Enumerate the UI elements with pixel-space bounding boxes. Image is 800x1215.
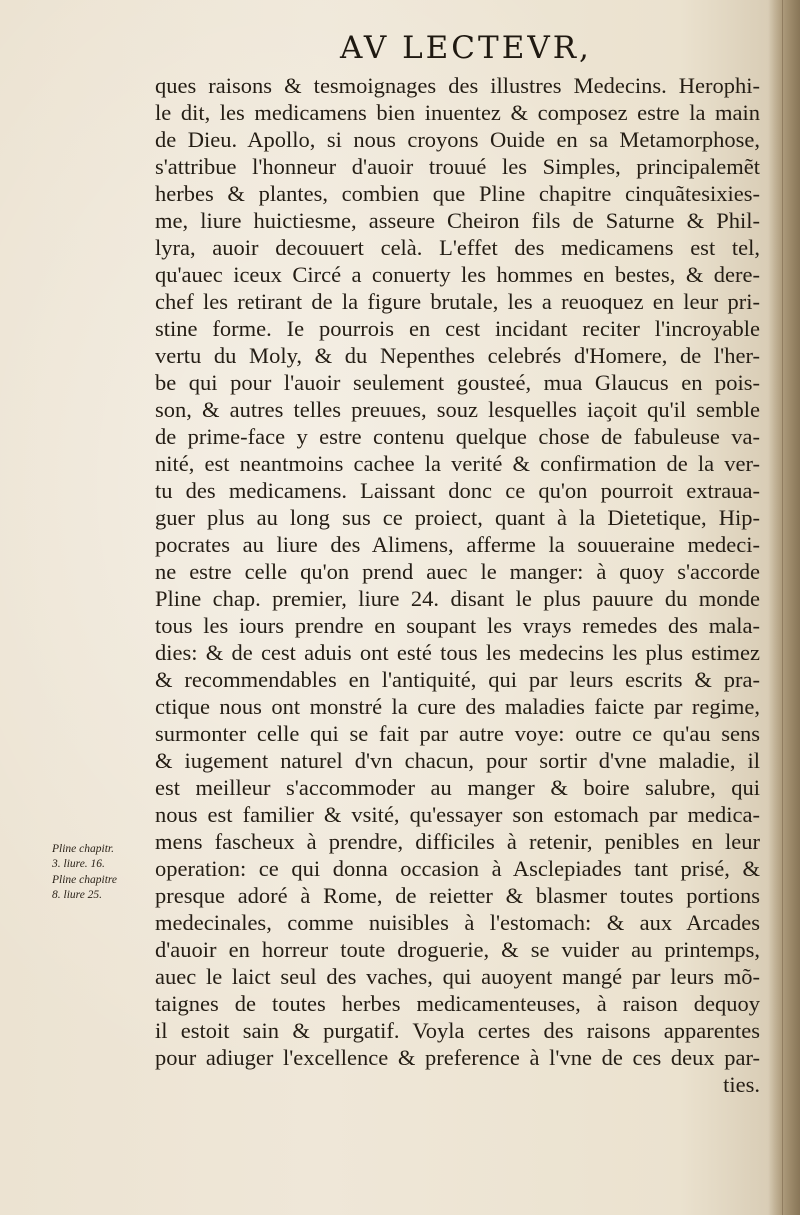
text-line: lyra, auoir decouuert celà. L'effet des medicamens est tel, [155, 235, 760, 260]
text-line: ques raisons & tesmoignages des illustres Medecins. Herophi- [155, 73, 760, 98]
text-line: s'attribue l'honneur d'auoir trouué les Simples, principalemẽt [155, 154, 760, 179]
text-line: le dit, les medicamens bien inuentez & composez estre la main [155, 100, 760, 125]
text-line: medecinales, comme nuisibles à l'estomach: & aux Arcades [155, 910, 760, 935]
text-line: nité, est neantmoins cachee la verité & confirmation de la ver- [155, 451, 760, 476]
text-line: d'auoir en horreur toute droguerie, & se vuider au printemps, [155, 937, 760, 962]
margin-note-line: Pline chapitr. [52, 843, 114, 855]
text-line: il estoit sain & purgatif. Voyla certes des raisons apparentes [155, 1018, 760, 1043]
margin-note [52, 842, 152, 872]
page-gutter [768, 0, 800, 1215]
text-line: de Dieu. Apollo, si nous croyons Ouide en sa Metamorphose, [155, 127, 760, 152]
text-line: auec le laict seul des vaches, qui auoyent mangé par leurs mõ- [155, 964, 760, 989]
text-line: dies: & de cest aduis ont esté tous les medecins les plus estimez [155, 640, 760, 665]
text-line: taignes de toutes herbes medicamenteuses, à raison dequoy [155, 991, 760, 1016]
text-line: mens fascheux à prendre, difficiles à retenir, penibles en leur [155, 829, 760, 854]
text-line: & recommendables en l'antiquité, qui par leurs escrits & pra- [155, 667, 760, 692]
running-header: AV LECTEVR, [340, 30, 592, 66]
text-line: surmonter celle qui se fait par autre voye: outre ce qu'au sens [155, 721, 760, 746]
body-text [155, 72, 760, 1098]
text-line: son, & autres telles preuues, souz lesquelles iaçoit qu'il semble [155, 397, 760, 422]
text-line: ties. [723, 1072, 760, 1097]
text-line: tous les iours prendre en soupant les vrays remedes des mala- [155, 613, 760, 638]
text-line: tu des medicamens. Laissant donc ce qu'on pourroit extraua- [155, 478, 760, 503]
margin-note-line: 8. liure 25. [52, 889, 103, 901]
text-line: de prime-face y estre contenu quelque chose de fabuleuse va- [155, 424, 760, 449]
text-line: pocrates au liure des Alimens, afferme la souueraine medeci- [155, 532, 760, 557]
text-line: presque adoré à Rome, de reietter & blasmer toutes portions [155, 883, 760, 908]
margin-note [52, 873, 152, 903]
text-line: guer plus au long sus ce proiect, quant à la Dietetique, Hip- [155, 505, 760, 530]
text-line: est meilleur s'accommoder au manger & boire salubre, qui [155, 775, 760, 800]
margin-note-line: Pline chapitre [52, 874, 118, 886]
text-line: me, liure huictiesme, asseure Cheiron fils de Saturne & Phil- [155, 208, 760, 233]
text-line: ne estre celle qu'on prend auec le manger: à quoy s'accorde [155, 559, 760, 584]
text-line: & iugement naturel d'vn chacun, pour sortir d'vne maladie, il [155, 748, 760, 773]
text-line: pour adiuger l'excellence & preference à l'vne de ces deux par- [155, 1045, 760, 1070]
text-line: qu'auec iceux Circé a conuerty les hommes en bestes, & dere- [155, 262, 760, 287]
text-line: be qui pour l'auoir seulement gousteé, mua Glaucus en pois- [155, 370, 760, 395]
margin-note-line: 3. liure. 16. [52, 858, 105, 870]
text-line: chef les retirant de la figure brutale, les a reuoquez en leur pri- [155, 289, 760, 314]
text-line: herbes & plantes, combien que Pline chapitre cinquãtesixies- [155, 181, 760, 206]
text-line: nous est familier & vsité, qu'essayer son estomach par medica- [155, 802, 760, 827]
text-line: stine forme. Ie pourrois en cest incidant reciter l'incroyable [155, 316, 760, 341]
text-line: vertu du Moly, & du Nepenthes celebrés d'Homere, de l'her- [155, 343, 760, 368]
text-line: operation: ce qui donna occasion à Asclepiades tant prisé, & [155, 856, 760, 881]
text-line: ctique nous ont monstré la cure des maladies faicte par regime, [155, 694, 760, 719]
text-line: Pline chap. premier, liure 24. disant le plus pauure du monde [155, 586, 760, 611]
